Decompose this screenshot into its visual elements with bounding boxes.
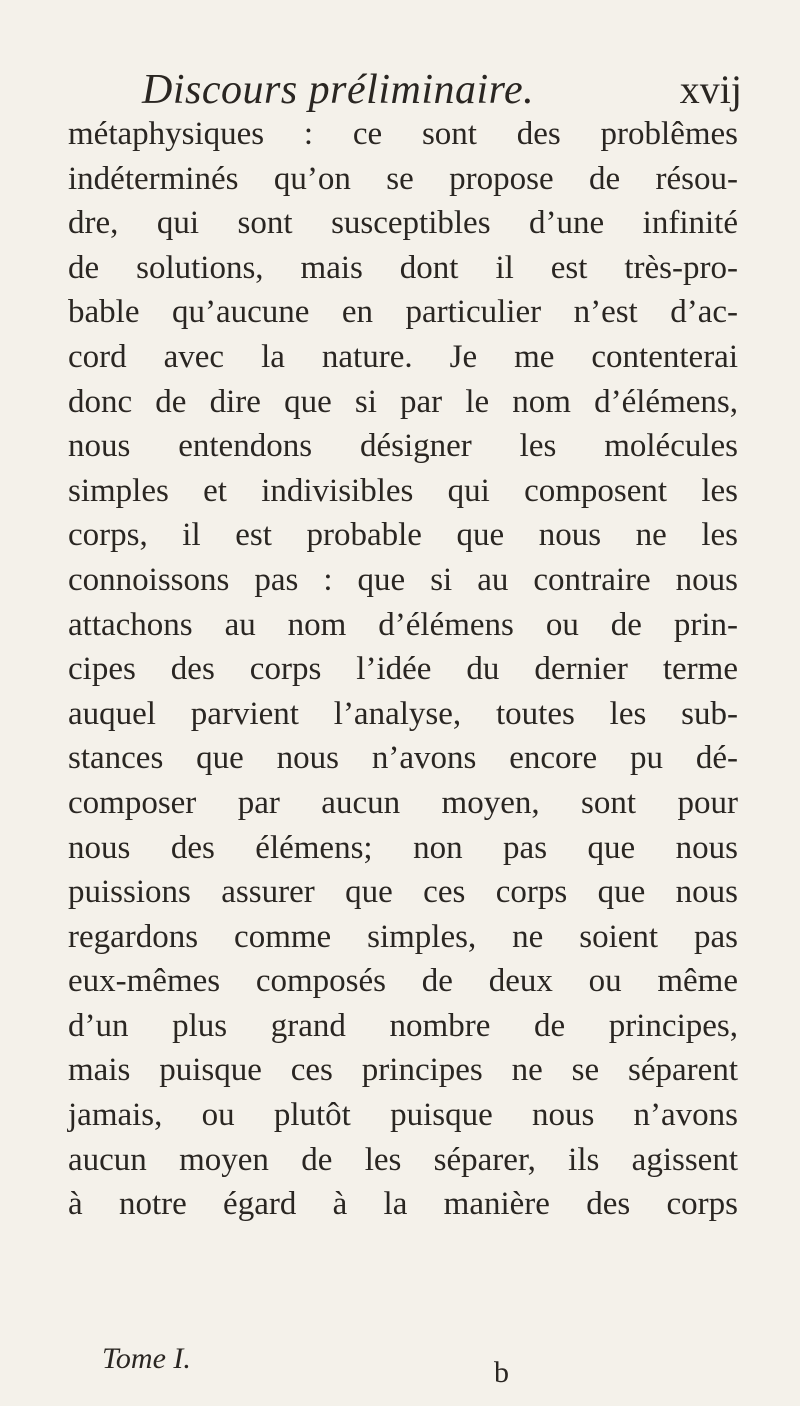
text-line: bable qu’aucune en particulier n’est d’ac- [68, 294, 738, 331]
body-text [68, 112, 738, 1227]
text-line: corps, il est probable que nous ne les [68, 517, 738, 554]
text-line: auquel parvient l’analyse, toutes les sub- [68, 695, 738, 732]
text-line: eux-mêmes composés de deux ou même [68, 963, 738, 1000]
text-line: regardons comme simples, ne soient pas [68, 918, 738, 955]
text-line: mais puisque ces principes ne se séparent [68, 1052, 738, 1089]
signature-mark: b [494, 1356, 509, 1389]
text-line: composer par aucun moyen, sont pour [68, 784, 738, 821]
running-title: Discours préliminaire. [142, 67, 535, 113]
page-footer [102, 1342, 622, 1389]
text-line: d’un plus grand nombre de principes, [68, 1007, 738, 1044]
text-line: dre, qui sont susceptibles d’une infinité [68, 205, 738, 242]
text-line: simples et indivisibles qui composent les [68, 472, 738, 509]
text-line: stances que nous n’avons encore pu dé- [68, 740, 738, 777]
text-line: nous des élémens; non pas que nous [68, 829, 738, 866]
text-line: jamais, ou plutôt puisque nous n’avons [68, 1097, 738, 1134]
running-head [142, 66, 742, 116]
text-line: aucun moyen de les séparer, ils agissent [68, 1141, 738, 1178]
page-number: xvij [679, 67, 742, 112]
text-line: indéterminés qu’on se propose de résou- [68, 160, 738, 197]
text-line: de solutions, mais dont il est très-pro- [68, 249, 738, 286]
text-line: attachons au nom d’élémens ou de prin- [68, 606, 738, 643]
text-line: connoissons pas : que si au contraire nous [68, 561, 738, 598]
text-line: puissions assurer que ces corps que nous [68, 874, 738, 911]
text-line: nous entendons désigner les molécules [68, 428, 738, 465]
volume-label: Tome I. [102, 1342, 191, 1375]
text-line: métaphysiques : ce sont des problêmes [68, 116, 738, 152]
text-line: donc de dire que si par le nom d’élémens, [68, 383, 738, 420]
text-line: à notre égard à la manière des corps [68, 1186, 738, 1223]
text-line: cipes des corps l’idée du dernier terme [68, 651, 738, 688]
text-line: cord avec la nature. Je me contenterai [68, 338, 738, 375]
